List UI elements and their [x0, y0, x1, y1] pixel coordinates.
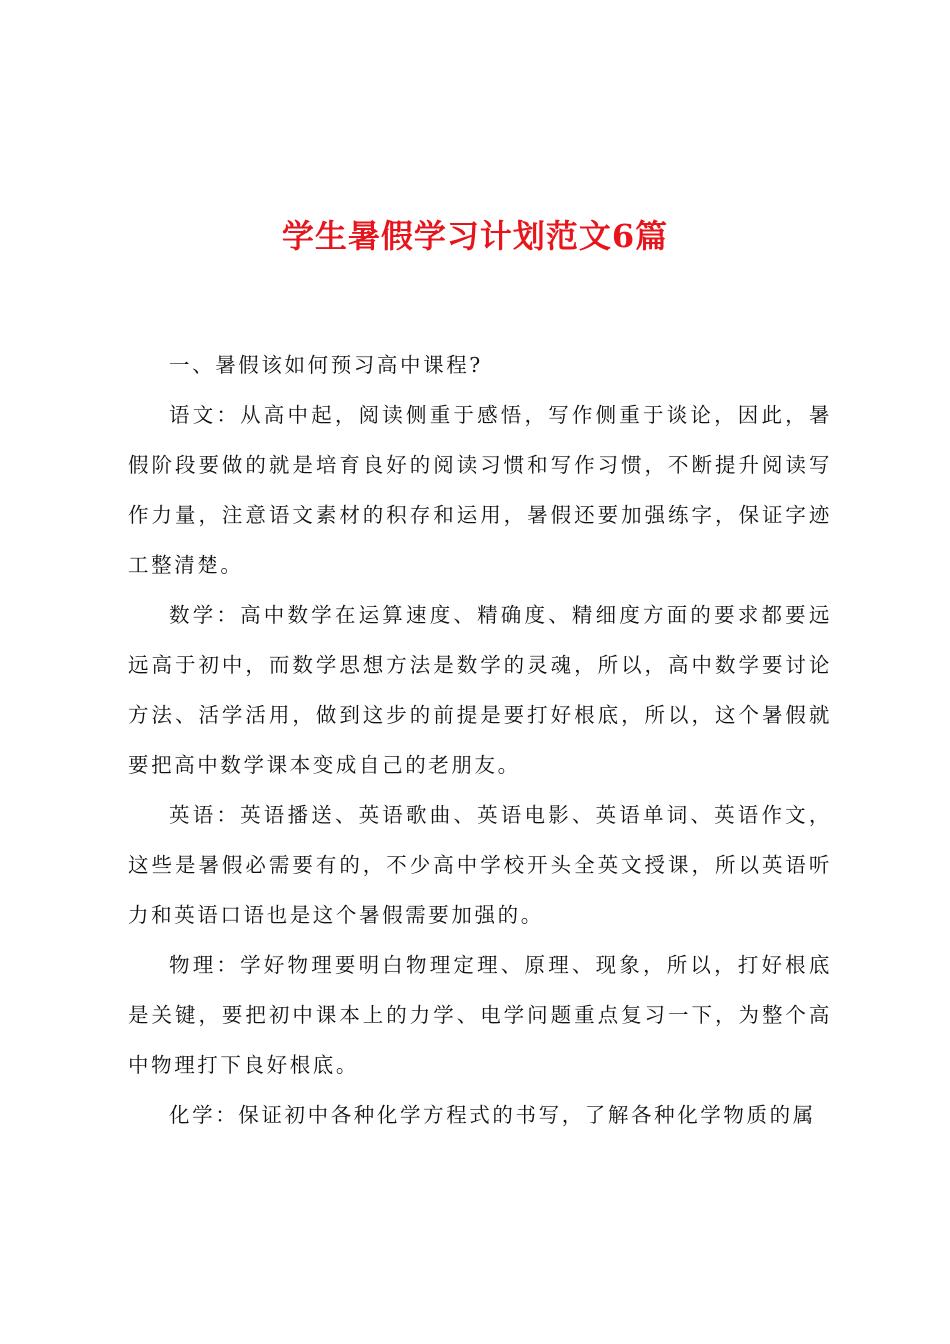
- paragraph-chemistry: 化学：保证初中各种化学方程式的书写，了解各种化学物质的属: [169, 1103, 816, 1127]
- document-title: 学生暑假学习计划范文6篇: [281, 217, 669, 255]
- paragraph-heading: 一、暑假该如何预习高中课程?: [169, 353, 483, 377]
- document-body: [128, 340, 832, 1140]
- paragraph-chinese: 语文：从高中起，阅读侧重于感悟，写作侧重于谈论，因此，暑假阶段要做的就是培育良好的阅读习惯和写作习惯，不断提升阅读写作力量，注意语文素材的积存和运用，暑假还要加强练字，保证字迹工整清楚。: [128, 403, 832, 577]
- paragraph-english: 英语：英语播送、英语歌曲、英语电影、英语单词、英语作文，这些是暑假必需要有的，不少高中学校开头全英文授课，所以英语听力和英语口语也是这个暑假需要加强的。: [128, 803, 832, 927]
- paragraph-physics: 物理：学好物理要明白物理定理、原理、现象，所以，打好根底是关键，要把初中课本上的力学、电学问题重点复习一下，为整个高中物理打下良好根底。: [128, 953, 832, 1077]
- paragraph-math: 数学：高中数学在运算速度、精确度、精细度方面的要求都要远远高于初中，而数学思想方法是数学的灵魂，所以，高中数学要讨论方法、活学活用，做到这步的前提是要打好根底，所以，这个暑假就要把高中数学课本变成自己的老朋友。: [128, 603, 832, 777]
